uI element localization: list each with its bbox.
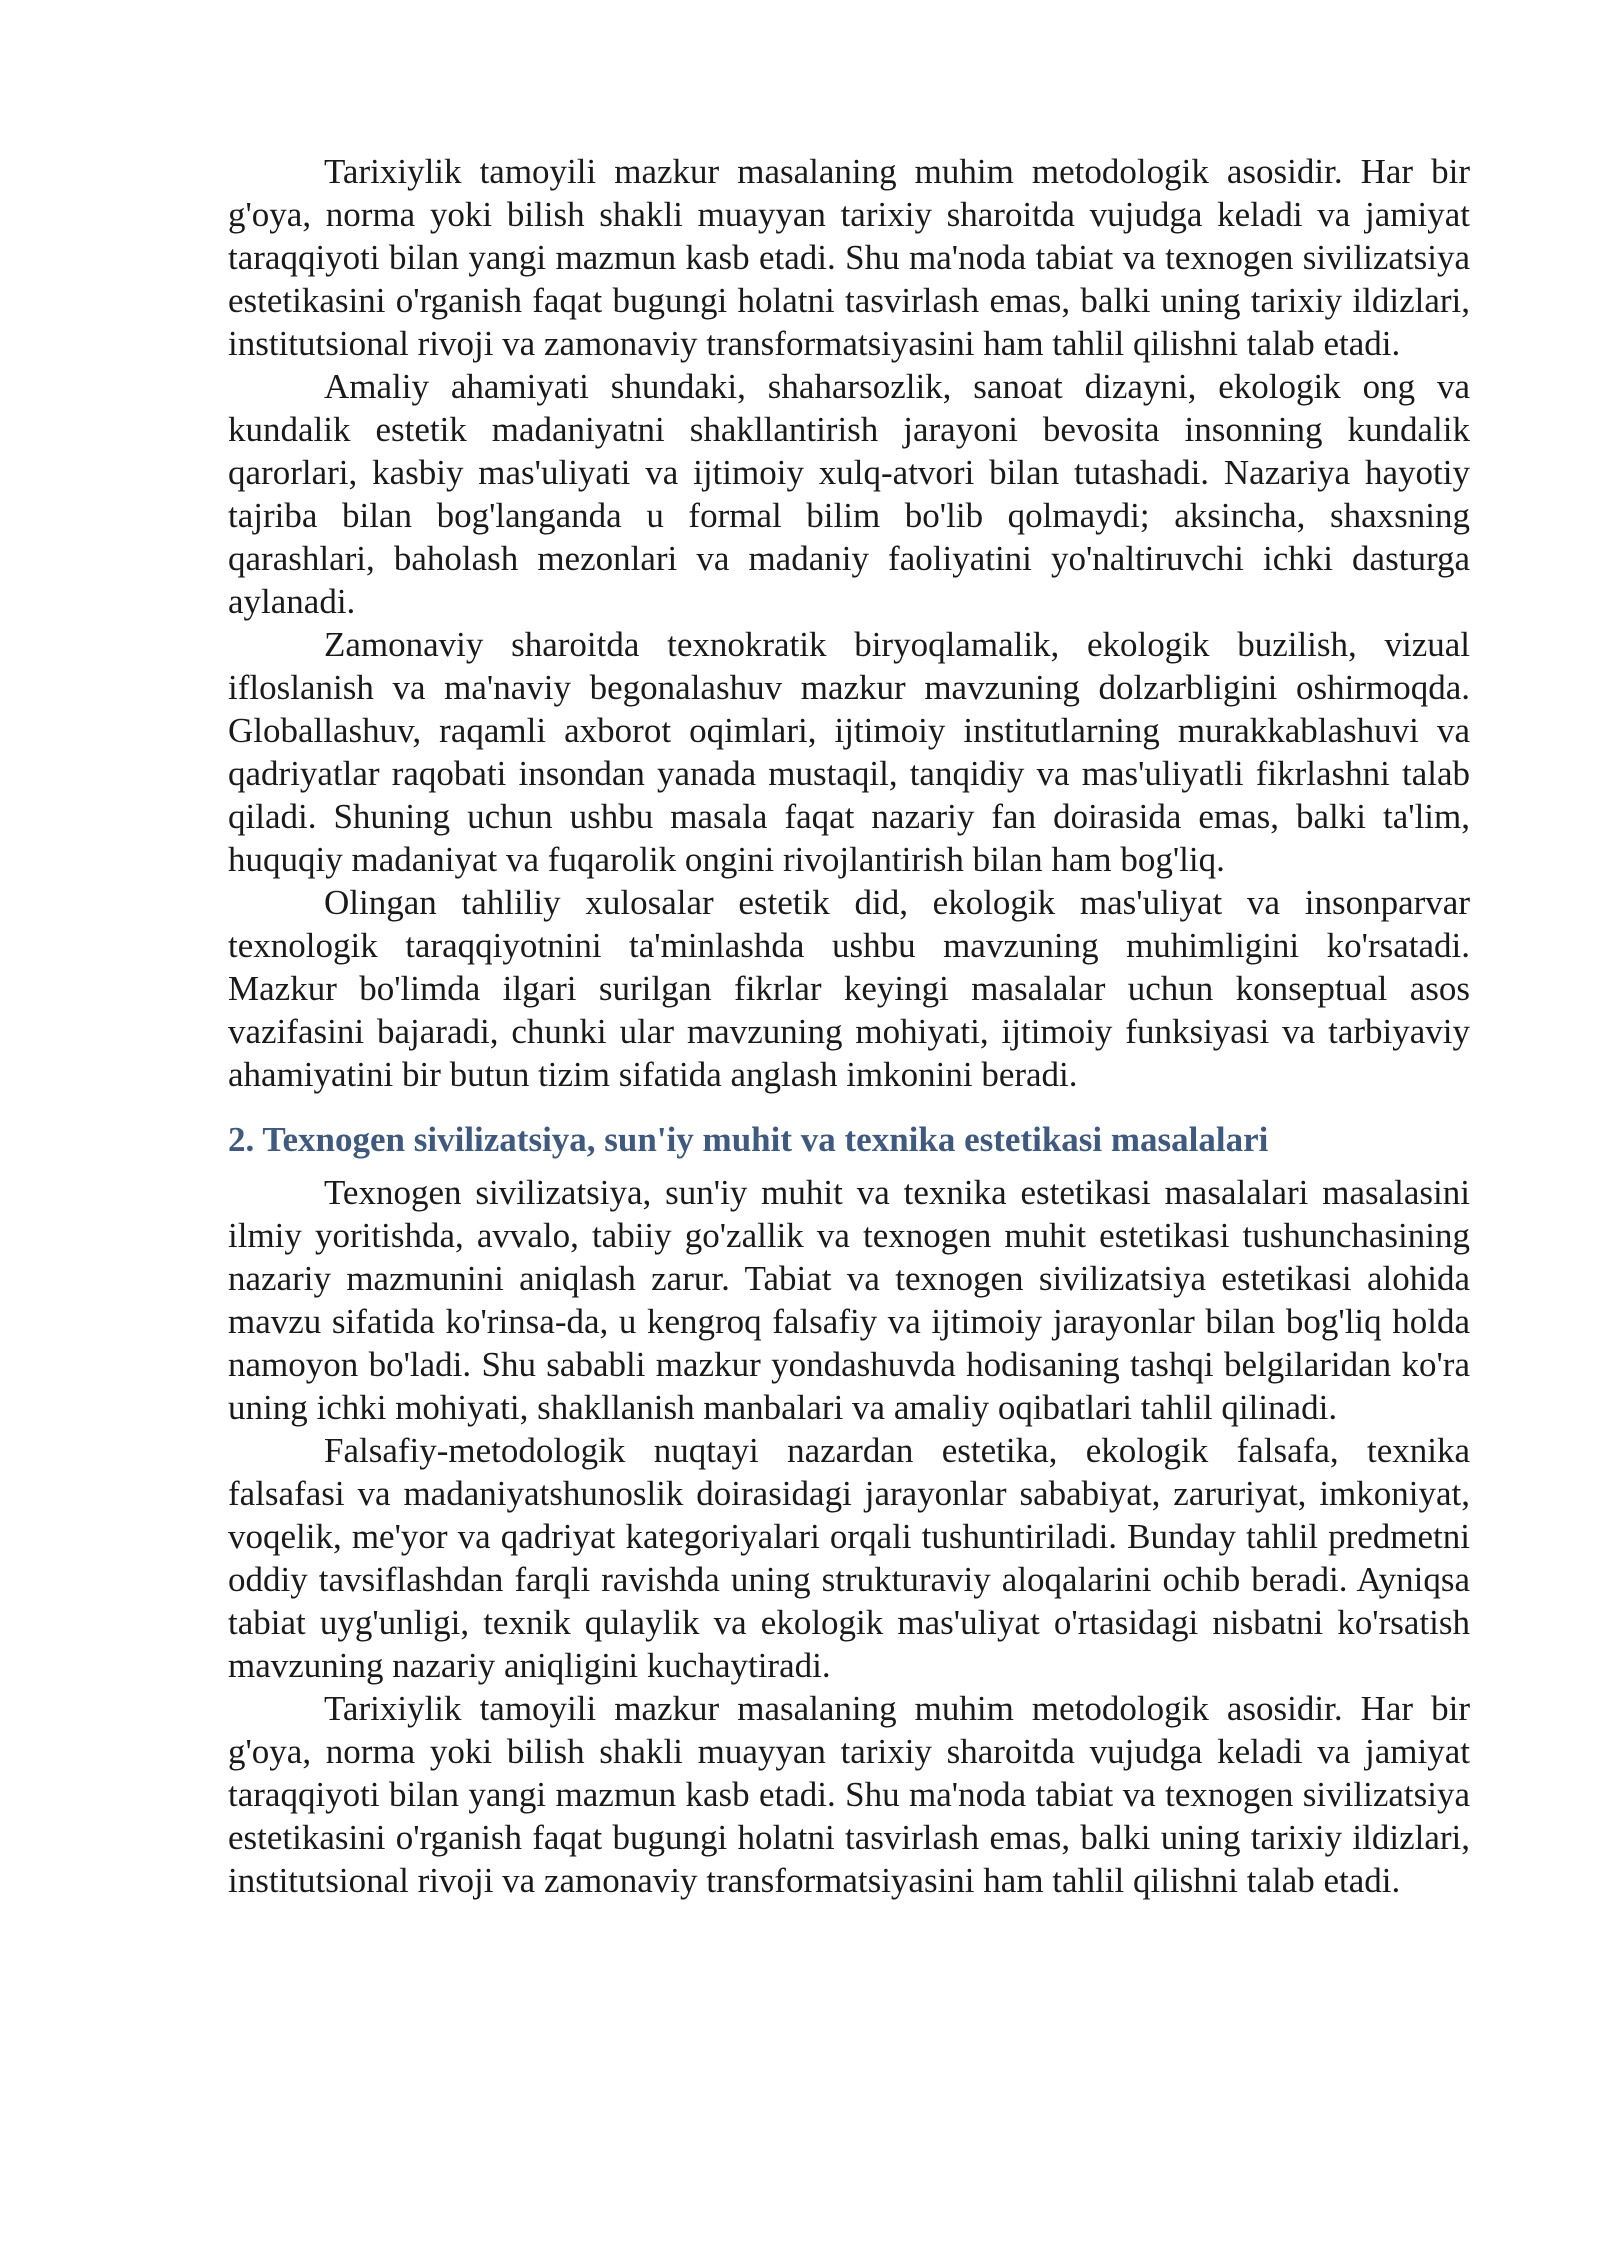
paragraph-practical-significance: Amaliy ahamiyati shundaki, shaharsozlik, sanoat dizayni, ekologik ong va kundalik estetik madaniyatni shakllantirish jarayoni bevosita insonning kundalik qarorlari, kasbiy mas'uliyati va ijtimoiy xulq-atvori bilan tutashadi. Nazariya hayotiy tajriba bilan bog'langanda u formal bilim bo'lib qolmaydi; aksincha, shaxsning qarashlari, baholash mezonlari va madaniy faoliyatini yo'naltiruvchi ichki dasturga aylanadi. <box>228 367 1470 621</box>
paragraph-section2-intro: Texnogen sivilizatsiya, sun'iy muhit va texnika estetikasi masalalari masalasini ilmiy yoritishda, avvalo, tabiiy go'zallik va texnogen muhit estetikasi tushunchasining nazariy mazmunini aniqlash zarur. Tabiat va texnogen sivilizatsiya estetikasi alohida mavzu sifatida ko'rinsa-da, u kengroq falsafiy va ijtimoiy jarayonlar bilan bog'liq holda namoyon bo'ladi. Shu sababli mazkur yondashuvda hodisaning tashqi belgilaridan ko'ra uning ichki mohiyati, shakllanish manbalari va amaliy oqibatlari tahlil qilinadi. <box>228 1173 1470 1427</box>
paragraph-historicism: Tarixiylik tamoyili mazkur masalaning muhim metodologik asosidir. Har bir g'oya, norma yoki bilish shakli muayyan tarixiy sharoitda vujudga keladi va jamiyat taraqqiyoti bilan yangi mazmun kasb etadi. Shu ma'noda tabiat va texnogen sivilizatsiya estetikasini o'rganish faqat bugungi holatni tasvirlash emas, balki uning tarixiy ildizlari, institutsional rivoji va zamonaviy transformatsiyasini ham tahlil qilishni talab etadi. <box>228 152 1470 363</box>
section-heading: 2. Texnogen sivilizatsiya, sun'iy muhit va texnika estetikasi masalalari <box>228 1120 1269 1159</box>
paragraph-modern-conditions: Zamonaviy sharoitda texnokratik biryoqlamalik, ekologik buzilish, vizual ifloslanish va ma'naviy begonalashuv mazkur mavzuning dolzarbligini oshirmoqda. Globallashuv, raqamli axborot oqimlari, ijtimoiy institutlarning murakkablashuvi va qadriyatlar raqobati insondan yanada mustaqil, tanqidiy va mas'uliyatli fikrlashni talab qiladi. Shuning uchun ushbu masala faqat nazariy fan doirasida emas, balki ta'lim, huquqiy madaniyat va fuqarolik ongini rivojlantirish bilan ham bog'liq. <box>228 625 1470 879</box>
paragraph-section2-methodology: Falsafiy-metodologik nuqtayi nazardan estetika, ekologik falsafa, texnika falsafasi va madaniyatshunoslik doirasidagi jarayonlar sababiyat, zaruriyat, imkoniyat, voqelik, me'yor va qadriyat kategoriyalari orqali tushuntiriladi. Bunday tahlil predmetni oddiy tavsiflashdan farqli ravishda uning strukturaviy aloqalarini ochib beradi. Ayniqsa tabiat uyg'unligi, texnik qulaylik va ekologik mas'uliyat o'rtasidagi nisbatni ko'rsatish mavzuning nazariy aniqligini kuchaytiradi. <box>228 1431 1470 1685</box>
paragraph-conclusions: Olingan tahliliy xulosalar estetik did, ekologik mas'uliyat va insonparvar texnologik taraqqiyotnini ta'minlashda ushbu mavzuning muhimligini ko'rsatadi. Mazkur bo'limda ilgari surilgan fikrlar keyingi masalalar uchun konseptual asos vazifasini bajaradi, chunki ular mavzuning mohiyati, ijtimoiy funksiyasi va tarbiyaviy ahamiyatini bir butun tizim sifatida anglash imkonini beradi. <box>228 883 1470 1094</box>
paragraph-section2-historicism: Tarixiylik tamoyili mazkur masalaning muhim metodologik asosidir. Har bir g'oya, norma yoki bilish shakli muayyan tarixiy sharoitda vujudga keladi va jamiyat taraqqiyoti bilan yangi mazmun kasb etadi. Shu ma'noda tabiat va texnogen sivilizatsiya estetikasini o'rganish faqat bugungi holatni tasvirlash emas, balki uning tarixiy ildizlari, institutsional rivoji va zamonaviy transformatsiyasini ham tahlil qilishni talab etadi. <box>228 1689 1470 1900</box>
document-page <box>228 150 1470 1902</box>
